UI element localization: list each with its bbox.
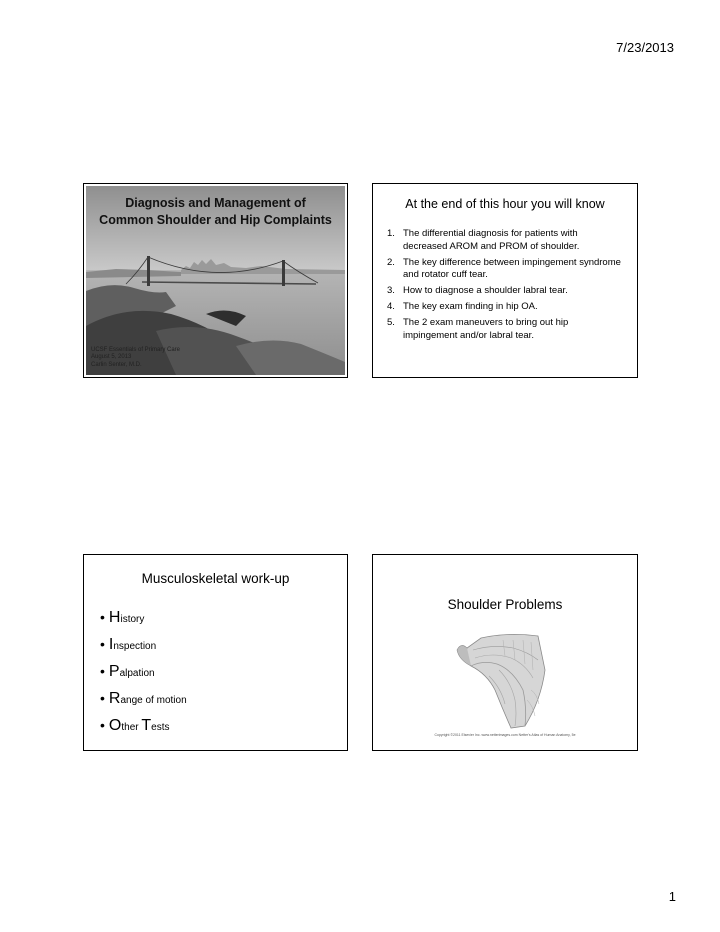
list-item: 3. How to diagnose a shoulder labral tear.	[387, 285, 568, 296]
slide-footer	[91, 347, 180, 370]
list-item: 1. The differential diagnosis for patients with decreased AROM and PROM of shoulder.	[387, 228, 580, 252]
shoulder-anatomy-illustration	[453, 630, 553, 730]
list-item: 5. The 2 exam maneuvers to bring out hip impingement and/or labral tear.	[387, 317, 569, 341]
header-date: 7/23/2013	[616, 40, 674, 55]
objectives-list	[387, 228, 623, 346]
slide-1-title	[83, 183, 348, 378]
slide-title: Shoulder Problems	[447, 597, 563, 612]
slide-3-workup	[83, 554, 348, 751]
slide-2-objectives	[372, 183, 638, 378]
copyright-text: Copyright ©2011 Elsevier Inc. www.netterimages.com Netter's Atlas of Human Anatomy, 5e	[434, 733, 576, 737]
list-item: • Inspection	[100, 636, 157, 653]
slide-title: Diagnosis and Management of Common Shoulder and Hip Complaints	[99, 196, 332, 227]
event-date: August 5, 2013	[91, 354, 132, 360]
slide-title: Musculoskeletal work-up	[141, 571, 290, 586]
list-item: • Other Tests	[100, 717, 170, 734]
list-item: • History	[100, 609, 145, 626]
list-item: 2. The key difference between impingement syndrome and rotator cuff tear.	[387, 256, 621, 280]
presenter-name: Carlin Senter, M.D.	[91, 361, 142, 368]
slide-title: At the end of this hour you will know	[405, 197, 605, 211]
event-name: UCSF Essentials of Primary Care	[91, 346, 181, 353]
list-item: • Palpation	[100, 663, 155, 680]
page-number: 1	[668, 889, 676, 904]
workup-list	[100, 607, 187, 742]
list-item: 4. The key exam finding in hip OA.	[387, 301, 538, 312]
slide-4-shoulder	[372, 554, 638, 751]
list-item: • Range of motion	[100, 690, 187, 707]
